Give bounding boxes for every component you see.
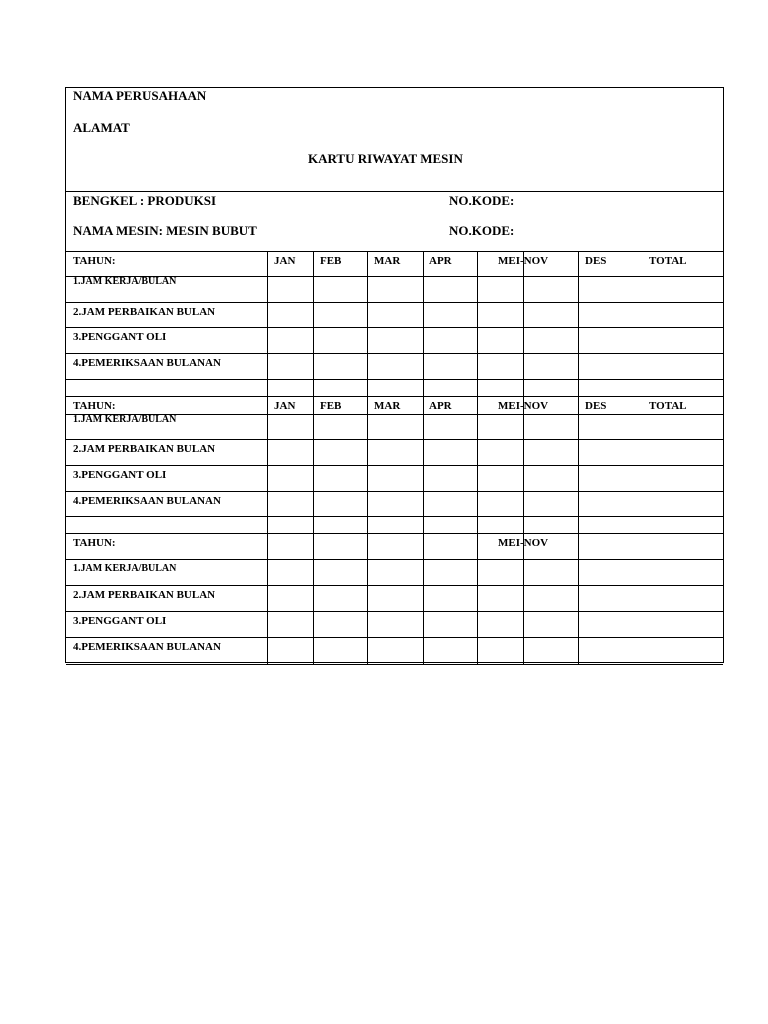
row-label: 4.PEMERIKSAAN BULANAN bbox=[73, 495, 221, 507]
row-label: 2.JAM PERBAIKAN BULAN bbox=[73, 589, 216, 601]
column-line bbox=[578, 533, 579, 664]
workshop-label: BENGKEL : PRODUKSI bbox=[73, 193, 217, 208]
month-header-mei-nov: MEI-NOV bbox=[498, 400, 549, 412]
card-header bbox=[66, 88, 723, 192]
column-line bbox=[578, 396, 579, 516]
row-label: 3.PENGGANT OLI bbox=[73, 469, 167, 481]
column-line bbox=[367, 396, 368, 516]
row-label: 2.JAM PERBAIKAN BULAN bbox=[73, 443, 216, 455]
column-line bbox=[477, 533, 478, 664]
row-line bbox=[66, 439, 723, 440]
month-header-total: TOTAL bbox=[649, 255, 687, 267]
machine-name-label: NAMA MESIN: MESIN BUBUT bbox=[73, 223, 257, 238]
year-label: TAHUN: bbox=[73, 537, 116, 549]
section-bottom-line bbox=[66, 516, 723, 517]
spacer-column-line bbox=[423, 516, 424, 533]
code-label-1: NO.KODE: bbox=[449, 193, 515, 208]
split-column-line bbox=[523, 276, 524, 379]
spacer-bottom-line bbox=[66, 533, 723, 534]
column-line bbox=[267, 251, 268, 379]
spacer-column-line bbox=[313, 379, 314, 396]
column-line bbox=[267, 533, 268, 664]
table-top-border bbox=[66, 251, 723, 252]
column-line bbox=[423, 533, 424, 664]
row-line bbox=[66, 559, 723, 560]
row-label: 4.PEMERIKSAAN BULANAN bbox=[73, 641, 221, 653]
month-header-des: DES bbox=[585, 255, 607, 267]
company-name-label: NAMA PERUSAHAAN bbox=[73, 88, 207, 103]
card-title: KARTU RIWAYAT MESIN bbox=[308, 151, 463, 166]
month-header-apr: APR bbox=[429, 255, 452, 267]
spacer-column-line bbox=[267, 516, 268, 533]
column-line bbox=[423, 396, 424, 516]
month-header-total: TOTAL bbox=[649, 400, 687, 412]
year-label: TAHUN: bbox=[73, 400, 116, 412]
spacer-column-line bbox=[367, 516, 368, 533]
month-header-apr: APR bbox=[429, 400, 452, 412]
section-bottom-line bbox=[66, 664, 723, 665]
spacer-split-line bbox=[523, 516, 524, 533]
code-label-2: NO.KODE: bbox=[449, 223, 515, 238]
column-line bbox=[367, 533, 368, 664]
column-line bbox=[477, 251, 478, 379]
spacer-column-line bbox=[313, 516, 314, 533]
row-line bbox=[66, 353, 723, 354]
row-line bbox=[66, 637, 723, 638]
row-line bbox=[66, 611, 723, 612]
row-label: 3.PENGGANT OLI bbox=[73, 331, 167, 343]
month-header-mar: MAR bbox=[374, 255, 401, 267]
row-line bbox=[66, 465, 723, 466]
column-line bbox=[367, 251, 368, 379]
split-column-line bbox=[523, 414, 524, 516]
year-label: TAHUN: bbox=[73, 255, 116, 267]
spacer-column-line bbox=[477, 379, 478, 396]
row-label: 2.JAM PERBAIKAN BULAN bbox=[73, 306, 216, 318]
row-line bbox=[66, 302, 723, 303]
month-header-jan: JAN bbox=[274, 255, 296, 267]
row-label: 3.PENGGANT OLI bbox=[73, 615, 167, 627]
month-header-des: DES bbox=[585, 400, 607, 412]
column-line bbox=[313, 533, 314, 664]
spacer-column-line bbox=[267, 379, 268, 396]
column-line bbox=[477, 396, 478, 516]
row-label: 1.JAM KERJA/BULAN bbox=[73, 276, 177, 287]
month-header-feb: FEB bbox=[320, 400, 342, 412]
month-header-mei-nov: MEI-NOV bbox=[498, 537, 549, 549]
row-label: 1.JAM KERJA/BULAN bbox=[73, 563, 177, 574]
spacer-bottom-line bbox=[66, 396, 723, 397]
spacer-column-line bbox=[578, 379, 579, 396]
spacer-column-line bbox=[367, 379, 368, 396]
column-line bbox=[267, 396, 268, 516]
row-line bbox=[66, 585, 723, 586]
row-label: 1.JAM KERJA/BULAN bbox=[73, 414, 177, 425]
spacer-column-line bbox=[423, 379, 424, 396]
column-line bbox=[313, 396, 314, 516]
machine-history-card bbox=[65, 87, 724, 663]
month-header-mei-nov: MEI-NOV bbox=[498, 255, 549, 267]
row-line bbox=[66, 491, 723, 492]
row-line bbox=[66, 327, 723, 328]
section-bottom-line bbox=[66, 379, 723, 380]
column-line bbox=[423, 251, 424, 379]
spacer-column-line bbox=[477, 516, 478, 533]
month-header-jan: JAN bbox=[274, 400, 296, 412]
address-label: ALAMAT bbox=[73, 120, 130, 135]
month-header-mar: MAR bbox=[374, 400, 401, 412]
column-line bbox=[313, 251, 314, 379]
spacer-column-line bbox=[578, 516, 579, 533]
spacer-split-line bbox=[523, 379, 524, 396]
split-column-line bbox=[523, 559, 524, 664]
column-line bbox=[578, 251, 579, 379]
month-header-feb: FEB bbox=[320, 255, 342, 267]
row-label: 4.PEMERIKSAAN BULANAN bbox=[73, 357, 221, 369]
